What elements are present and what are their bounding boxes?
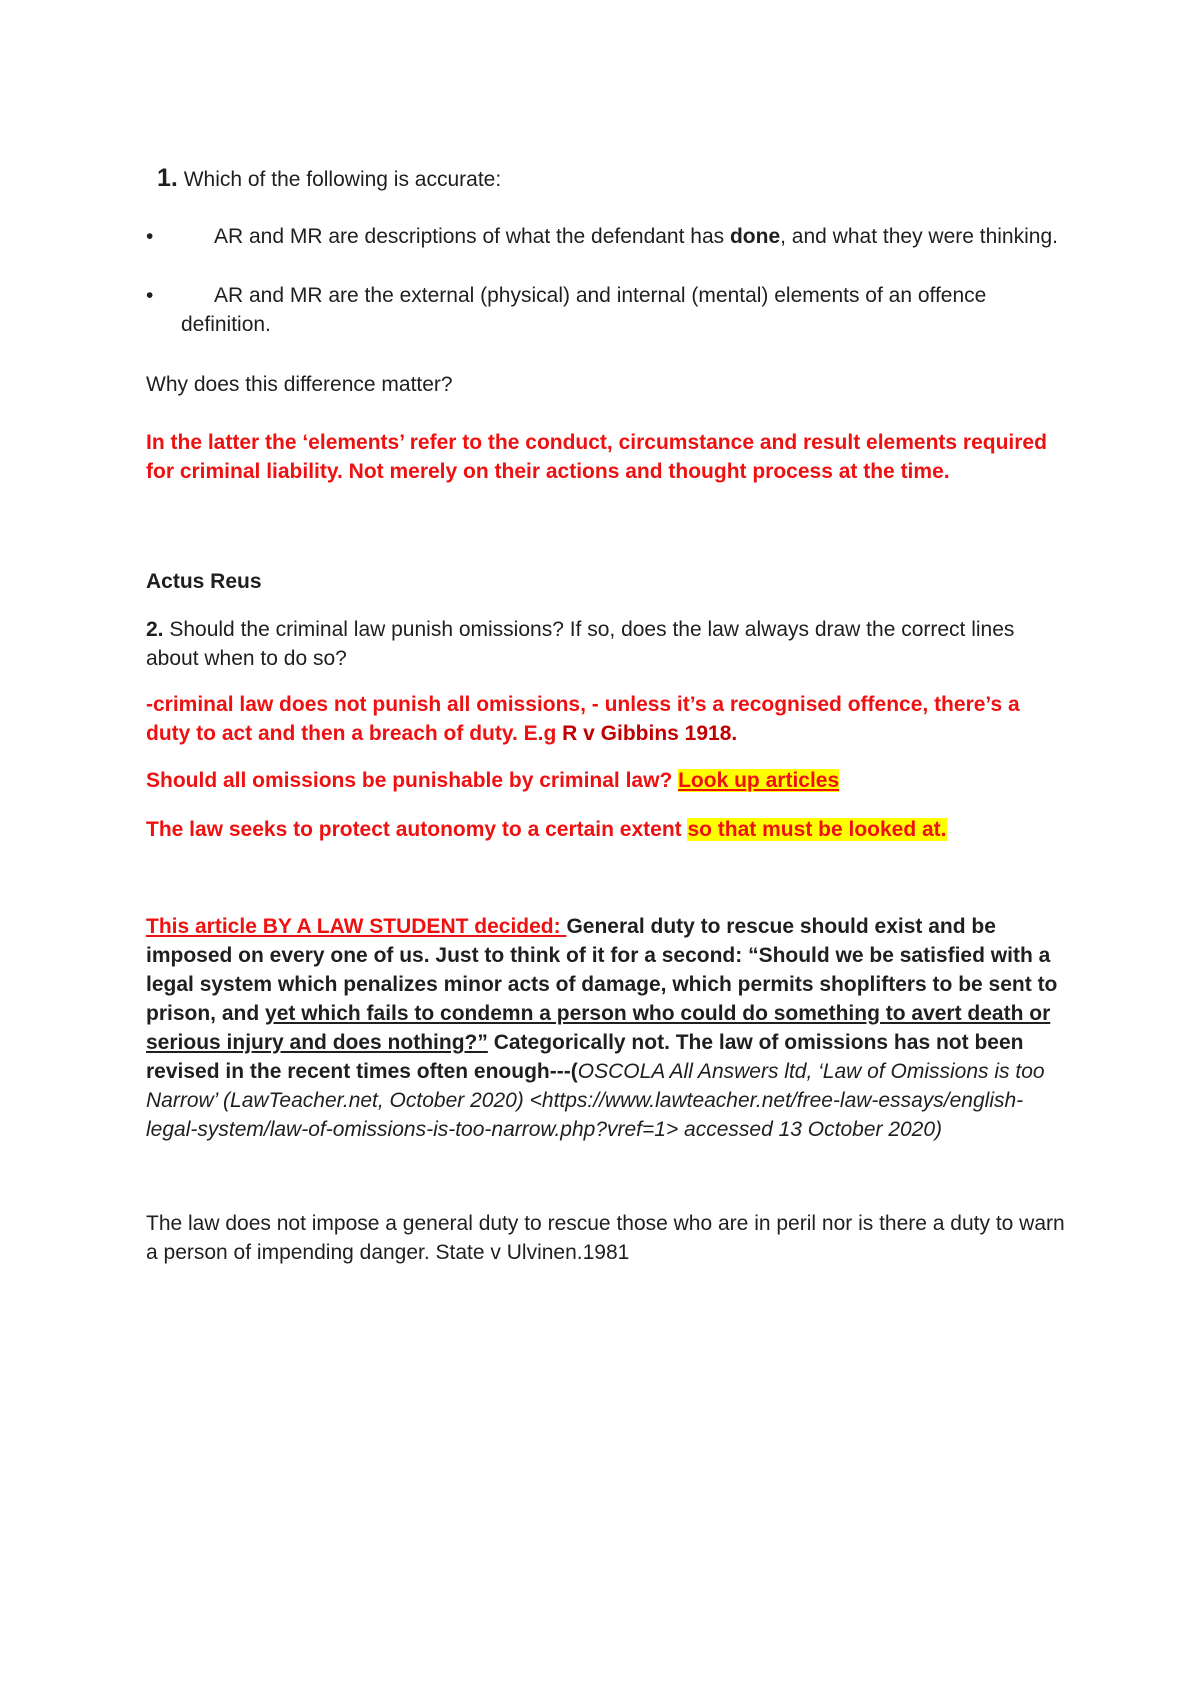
question-2 xyxy=(146,615,1066,673)
must-be-looked-at-highlight: so that must be looked at. xyxy=(687,818,947,841)
question-1-text: Which of the following is accurate: xyxy=(183,168,502,191)
why-question: Why does this difference matter? xyxy=(146,373,453,396)
answer-1: In the latter the ‘elements’ refer to the conduct, circumstance and result elements required for criminal liability. Not merely on their actions and thought process at the time. xyxy=(146,431,1047,483)
question-1-number: 1. xyxy=(157,164,178,192)
case-citation: R v Gibbins 1918. xyxy=(562,722,738,745)
bullet-icon: • xyxy=(146,225,154,248)
article-quote-underlined: yet which fails to condemn a person who could do something to avert death or serious injury and does nothing?” xyxy=(146,1002,1051,1054)
look-up-articles-highlight: Look up articles xyxy=(678,769,840,792)
question-1 xyxy=(157,164,1077,194)
punishable-question: Should all omissions be punishable by criminal law? Look up articles xyxy=(146,769,840,792)
option-1-bold-word: done xyxy=(729,225,781,248)
answer-2: -criminal law does not punish all omissions, - unless it’s a recognised offence, there’s a duty to act and then a breach of duty. E.g R v Gibbins 1918. xyxy=(146,693,1020,745)
autonomy-note: The law seeks to protect autonomy to a certain extent so that must be looked at. xyxy=(146,818,947,841)
bullet-icon: • xyxy=(146,284,154,307)
option-2-text: AR and MR are the external (physical) and internal (mental) elements of an offence definition. xyxy=(181,284,987,336)
question-2-text: Should the criminal law punish omissions? If so, does the law always draw the correct lines about when to do so? xyxy=(146,618,1015,670)
section-heading-actus-reus: Actus Reus xyxy=(146,570,262,593)
article-lead: This article BY A LAW STUDENT decided: xyxy=(146,915,567,938)
article-summary: This article BY A LAW STUDENT decided: General duty to rescue should exist and be imposed on every one of us. Just to think of it for a second: “Should we be satisfied with a legal system which penalizes minor acts of damage, which permits shoplifters to be sent to prison, and yet which fails to condemn a person who could do something to avert death or serious injury and does nothing?” Categorically not. The law of omissions has not been revised in the recent times often enough---(OSCOLA All Answers ltd, ‘Law of Omissions is too Narrow’ (LawTeacher.net, October 2020) <https://www.lawteacher.net/free-law-essays/english-legal-system/law-of-omissions-is-too-narrow.php?vref=1> accessed 13 October 2020) xyxy=(146,915,1058,1141)
article-citation: OSCOLA All Answers ltd, ‘Law of Omissions is too Narrow’ (LawTeacher.net, October 2020) <https://www.lawteacher.net/free-law-essays/english-legal-system/law-of-omissions-is-too-narrow.php?vref=1> accessed 13 October 2020) xyxy=(146,1060,1045,1141)
question-2-number: 2. xyxy=(146,618,164,641)
closing-paragraph: The law does not impose a general duty to rescue those who are in peril nor is there a duty to warn a person of impending danger. State v Ulvinen.1981 xyxy=(146,1212,1065,1264)
option-1-text: AR and MR are descriptions of what the defendant has done, and what they were thinking. xyxy=(214,225,1058,248)
